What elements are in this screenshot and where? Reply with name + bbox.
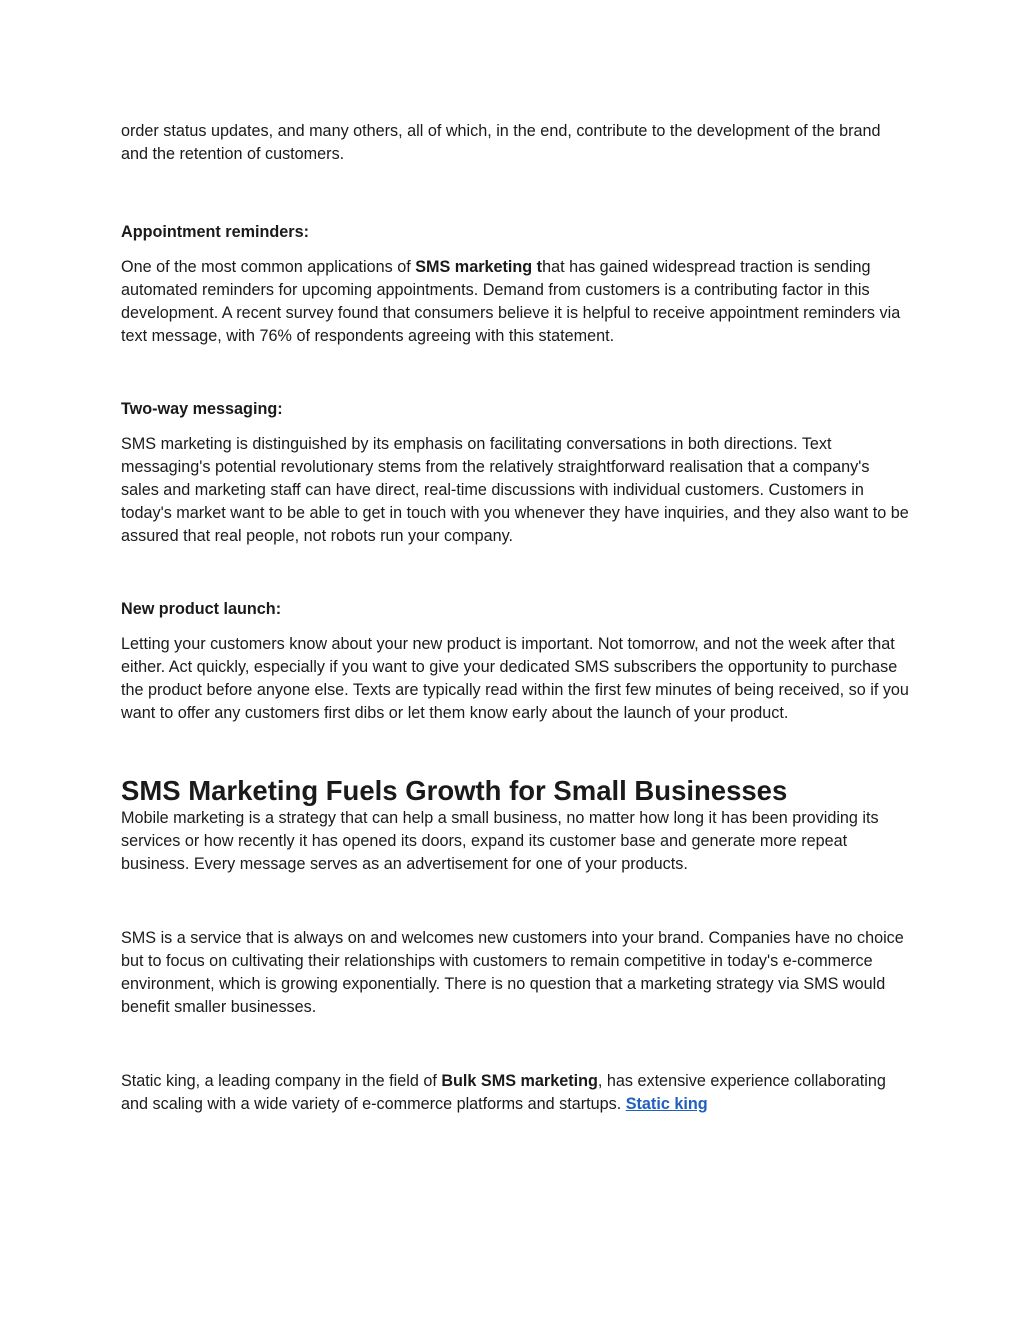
- section-appointment-reminders: [121, 221, 911, 348]
- growth-paragraph-3: [121, 1070, 911, 1116]
- body-bold-text: SMS marketing t: [415, 258, 543, 276]
- section-body: [121, 256, 911, 348]
- growth-paragraph-1: Mobile marketing is a strategy that can help a small business, no matter how long it has been providing its services or how recently it has opened its doors, expand its customer base and generate more repeat business. Every message serves as an advertisement for one of your products.: [121, 809, 879, 873]
- body-text: , has extensive experience collaborating and scaling with a wide variety of e-commerce platforms and startups.: [121, 1072, 886, 1113]
- static-king-link[interactable]: Static king: [625, 1095, 708, 1113]
- section-new-product-launch: [121, 598, 911, 725]
- section-heading: Appointment reminders:: [121, 223, 309, 241]
- body-text: Static king, a leading company in the field of: [121, 1072, 442, 1090]
- growth-paragraph-2: SMS is a service that is always on and welcomes new customers into your brand. Companies have no choice but to focus on cultivating their relationships with customers to remain competitive in today's e-commerce environment, which is growing exponentially. There is no question that a marketing strategy via SMS would benefit smaller businesses.: [121, 929, 904, 1016]
- body-text: One of the most common applications of: [121, 258, 416, 276]
- growth-heading: SMS Marketing Fuels Growth for Small Businesses: [121, 775, 788, 806]
- section-heading: New product launch:: [121, 600, 282, 618]
- body-text: hat has gained widespread traction is sending automated reminders for upcoming appointments. Demand from customers is a contributing factor in this development. A recent survey found that consumers believe it is helpful to receive appointment reminders via text message, with 76% of respondents agreeing with this statement.: [121, 258, 901, 345]
- section-body: Letting your customers know about your new product is important. Not tomorrow, and not the week after that either. Act quickly, especially if you want to give your dedicated SMS subscribers the opportunity to purchase the product before anyone else. Texts are typically read within the first few minutes of being received, so if you want to offer any customers first dibs or let them know early about the launch of your product.: [121, 635, 909, 722]
- document-page: [121, 120, 911, 1116]
- section-body: SMS marketing is distinguished by its emphasis on facilitating conversations in both directions. Text messaging's potential revolutionary stems from the relatively straightforward realisation that a company's sales and marketing staff can have direct, real-time discussions with individual customers. Customers in today's market want to be able to get in touch with you whenever they have inquiries, and they also want to be assured that real people, not robots run your company.: [121, 435, 909, 545]
- body-bold-text: Bulk SMS marketing: [441, 1072, 598, 1090]
- section-growth: [121, 775, 911, 1116]
- intro-paragraph: order status updates, and many others, all of which, in the end, contribute to the development of the brand and the retention of customers.: [121, 122, 881, 163]
- section-two-way-messaging: [121, 398, 911, 548]
- section-heading: Two-way messaging:: [121, 400, 283, 418]
